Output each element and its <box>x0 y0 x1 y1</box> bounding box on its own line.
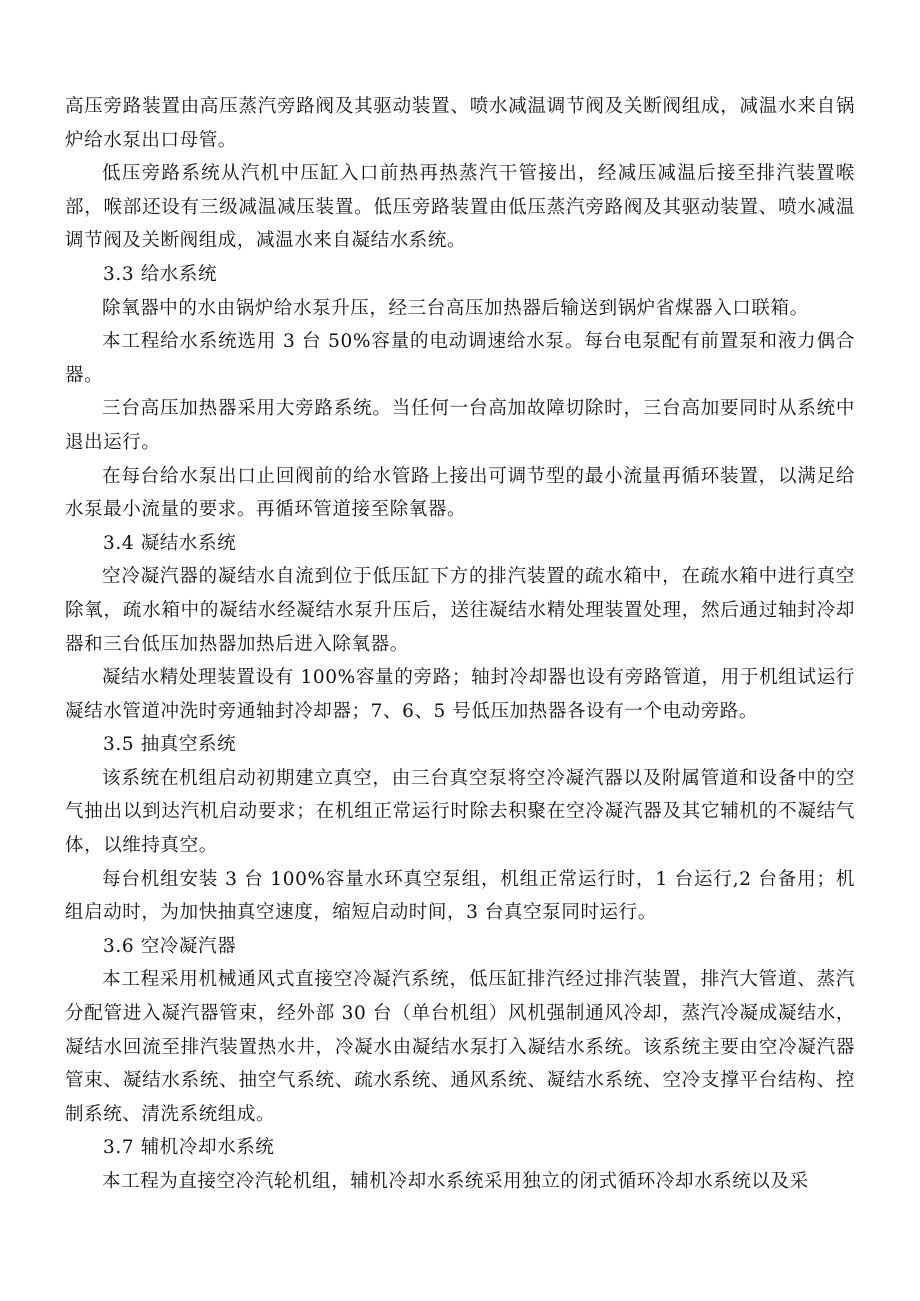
section-heading-3-3: 3.3 给水系统 <box>103 263 218 285</box>
paragraph-feedwater-3: 三台高压加热器采用大旁路系统。当任何一台高加故障切除时，三台高加要同时从系统中退出运行。 <box>65 398 855 453</box>
paragraph-lp-bypass: 低压旁路系统从汽机中压缸入口前热再热蒸汽干管接出，经减压减温后接至排汽装置喉部，喉部还设有三级减温减压装置。低压旁路装置由低压蒸汽旁路阀及其驱动装置、喷水减温调节阀及关断阀组成，减温水来自凝结水系统。 <box>65 163 855 252</box>
paragraph-condensate-2: 凝结水精处理装置设有 100%容量的旁路；轴封冷却器也设有旁路管道，用于机组试运行凝结水管道冲洗时旁通轴封冷却器；7、6、5 号低压加热器各设有一个电动旁路。 <box>65 667 855 722</box>
paragraph-feedwater-2: 本工程给水系统选用 3 台 50%容量的电动调速给水泵。每台电泵配有前置泵和液力偶合器。 <box>65 331 855 386</box>
paragraph-hp-bypass: 高压旁路装置由高压蒸汽旁路阀及其驱动装置、喷水减温调节阀及关断阀组成，减温水来自锅炉给水泵出口母管。 <box>65 96 855 151</box>
paragraph-feedwater-4: 在每台给水泵出口止回阀前的给水管路上接出可调节型的最小流量再循环装置，以满足给水泵最小流量的要求。再循环管道接至除氧器。 <box>65 465 855 521</box>
section-heading-3-5: 3.5 抽真空系统 <box>103 734 237 756</box>
section-heading-3-4: 3.4 凝结水系统 <box>103 532 237 554</box>
paragraph-vacuum-2: 每台机组安装 3 台 100%容量水环真空泵组，机组正常运行时，1 台运行,2 台备用；机组启动时，为加快抽真空速度，缩短启动时间，3 台真空泵同时运行。 <box>65 868 855 924</box>
document-page <box>65 90 855 1199</box>
paragraph-feedwater-1: 除氧器中的水由锅炉给水泵升压，经三台高压加热器后输送到锅炉省煤器入口联箱。 <box>102 297 809 319</box>
section-heading-3-7: 3.7 辅机冷却水系统 <box>103 1137 275 1159</box>
section-heading-3-6: 3.6 空冷凝汽器 <box>103 935 237 957</box>
paragraph-vacuum-1: 该系统在机组启动初期建立真空，由三台真空泵将空冷凝汽器以及附属管道和设备中的空气抽出以到达汽机启动要求；在机组正常运行时除去积聚在空冷凝汽器及其它辅机的不凝结气体，以维持真空。 <box>65 767 855 857</box>
paragraph-air-cooled-condenser: 本工程采用机械通风式直接空冷凝汽系统，低压缸排汽经过排汽装置，排汽大管道、蒸汽分配管进入凝汽器管束，经外部 30 台（单台机组）风机强制通风冷却，蒸汽冷凝成凝结水，凝结水回流至排汽装置热水井，冷凝水由凝结水泵打入凝结水系统。该系统主要由空冷凝汽器管束、凝结水系统、抽空气系统、疏水系统、通风系统、凝结水系统、空冷支撑平台结构、控制系统、清洗系统组成。 <box>65 969 855 1125</box>
paragraph-condensate-1: 空冷凝汽器的凝结水自流到位于低压缸下方的排汽装置的疏水箱中，在疏水箱中进行真空除氧，疏水箱中的凝结水经凝结水泵升压后，送往凝结水精处理装置处理，然后通过轴封冷却器和三台低压加热器加热后进入除氧器。 <box>65 566 855 655</box>
paragraph-aux-cooling-water: 本工程为直接空冷汽轮机组，辅机冷却水系统采用独立的闭式循环冷却水系统以及采 <box>102 1171 809 1192</box>
